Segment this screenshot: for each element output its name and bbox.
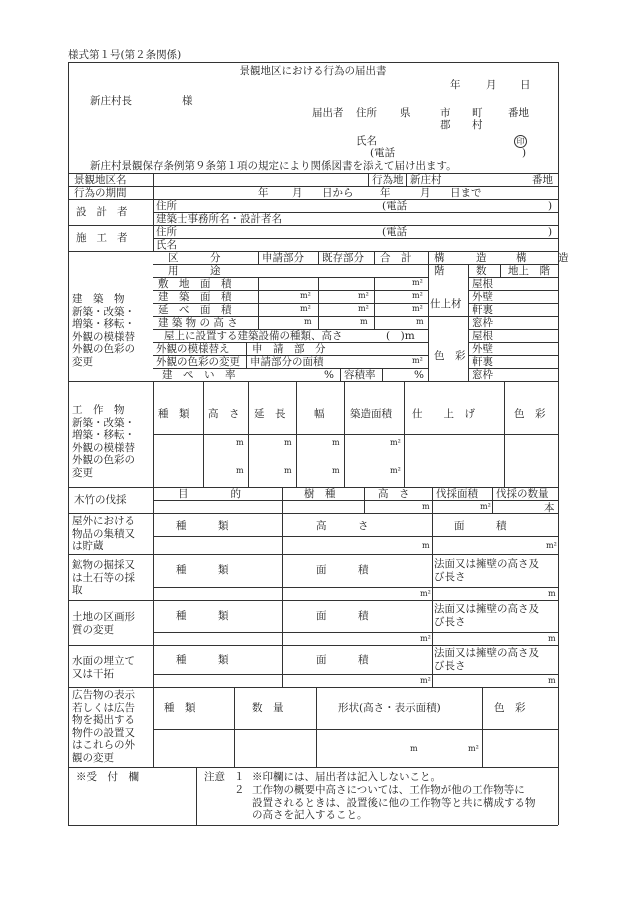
period-to-year: 年 <box>380 187 391 199</box>
site-area-label: 敷 地 面 積 <box>158 278 232 290</box>
pref-label: 県 <box>400 107 411 119</box>
notification-form <box>68 62 569 825</box>
unit: m <box>548 589 556 598</box>
coverage-label: 建 ぺ い 率 <box>162 369 236 381</box>
mining-area-header: 面 積 <box>316 564 369 576</box>
land-label: 土地の区画形 質の変更 <box>72 611 135 636</box>
part-window: 窓枠 <box>472 369 493 381</box>
part-roof: 屋根 <box>472 278 493 290</box>
designer-label: 設計者 <box>76 206 138 218</box>
applicant-address-label: 住所 <box>356 107 377 119</box>
applicant-label: 届出者 <box>312 107 344 119</box>
city-label: 市 <box>440 107 451 119</box>
site-banchi: 番地 <box>532 174 553 186</box>
part-wall: 外壁 <box>472 291 493 303</box>
unit: m <box>284 438 292 447</box>
note-title: 注意 <box>204 771 225 783</box>
unit: m² <box>420 676 431 685</box>
note2-text: 工作物の概要中高さについては、工作物が他の工作物等に 設置されるときは、設置後に他の工作物等と共に構成する物 の高さを記入すること。 <box>252 784 536 821</box>
part-eaves: 軒裏 <box>472 356 493 368</box>
storage-height-header: 高 さ <box>316 520 369 532</box>
land-area-header: 面 積 <box>316 610 369 622</box>
structure-type-label: 構 造 <box>434 252 487 264</box>
rooftop-height-unit: ( )m <box>386 330 415 342</box>
unit: m <box>236 438 244 447</box>
unit: m <box>304 317 312 326</box>
structure-area-header: 築造面積 <box>350 408 392 420</box>
applicant-phone-close: ) <box>522 147 527 159</box>
unit: m² <box>412 304 423 313</box>
addressee: 新庄村長 <box>90 95 132 107</box>
signs-shape-header: 形状(高さ・表示面積) <box>338 702 441 714</box>
building-use-label: 用 途 <box>168 265 221 277</box>
banchi-label: 番地 <box>508 107 529 119</box>
building-applied-header: 申請部分 <box>262 252 304 264</box>
unit: m² <box>480 502 491 511</box>
part-eaves: 軒裏 <box>472 304 493 316</box>
structure-finish-header: 仕 上 げ <box>412 408 475 420</box>
part-roof: 屋根 <box>472 330 493 342</box>
building-section-label: 建 築 物 新築・改築・ 増築・移転・ 外観の模様替 外観の色彩の 変更 <box>72 293 135 368</box>
note2-number: ２ <box>234 784 245 796</box>
floor-area-label: 延 べ 面 積 <box>158 304 232 316</box>
district-label: 景観地区名 <box>74 174 127 186</box>
land-kind-header: 種 類 <box>176 610 229 622</box>
unit: m² <box>358 291 369 300</box>
contractor-label: 施工者 <box>76 232 138 244</box>
bamboo-purpose-header: 目 的 <box>178 488 241 500</box>
mining-slope-header: 法面又は擁壁の高さ及 び長さ <box>434 558 539 583</box>
structure-type-label: 構 造 <box>516 252 569 264</box>
unit: m² <box>420 634 431 643</box>
storage-label: 屋外における 物品の集積又 は貯蔵 <box>72 515 135 552</box>
unit: m² <box>412 278 423 287</box>
finish-material-label: 仕上材 <box>430 298 462 310</box>
village-label: 村 <box>472 119 483 131</box>
far-label: 容積率 <box>344 369 376 381</box>
part-wall: 外壁 <box>472 343 493 355</box>
designer-phone-close: ) <box>548 200 553 212</box>
unit: m² <box>390 438 401 447</box>
building-area-label: 建 築 面 積 <box>158 291 232 303</box>
structure-length-header: 延 長 <box>254 408 286 420</box>
date-month: 月 <box>486 79 497 91</box>
designer-office-label: 建築士事務所名・設計者名 <box>156 213 282 225</box>
bamboo-species-header: 樹 種 <box>304 488 336 500</box>
gun-label: 郡 <box>440 119 451 131</box>
unit: m <box>236 466 244 475</box>
mining-kind-header: 種 類 <box>176 564 229 576</box>
part-window: 窓枠 <box>472 317 493 329</box>
unit: m <box>332 438 340 447</box>
contractor-address-label: 住所 <box>156 226 177 238</box>
period-from-month: 月 <box>292 187 303 199</box>
structure-section-label: 工 作 物 新築・改築・ 増築・移転・ 外観の模様替 外観の色彩の 変更 <box>72 404 135 479</box>
applicant-name-label: 氏名 <box>356 135 377 147</box>
designer-address-label: 住所 <box>156 200 177 212</box>
building-height-label: 建 築 物 の 高 さ <box>158 317 238 329</box>
color-change-label: 外観の色彩の変更 <box>156 356 240 368</box>
structure-height-header: 高 さ <box>208 408 240 420</box>
designer-phone-label: (電話 <box>382 200 408 212</box>
form-label: 様式第１号(第２条関係) <box>68 49 182 61</box>
contractor-name-label: 氏名 <box>156 239 177 251</box>
water-area-header: 面 積 <box>316 654 369 666</box>
seal-mark: 印 <box>514 135 527 148</box>
signs-label: 広告物の表示 若しくは広告 物を掲出する 物件の設置又 はこれらの外 観の変更 <box>72 689 135 764</box>
unit: m² <box>412 356 423 365</box>
period-to-month: 月 <box>420 187 431 199</box>
building-category-header: 区 分 <box>168 252 221 264</box>
unit: m <box>422 541 430 550</box>
unit: m <box>332 466 340 475</box>
unit: m² <box>390 466 401 475</box>
unit: m² <box>300 291 311 300</box>
unit: m² <box>468 744 479 753</box>
bamboo-height-header: 高 さ <box>378 488 410 500</box>
site-village: 新庄村 <box>410 174 442 186</box>
unit: m² <box>546 541 557 550</box>
reception-label: ※受 付 欄 <box>76 771 139 783</box>
applied-area-label: 申請部分の面積 <box>250 356 324 368</box>
above-ground-label: 地上 階 <box>508 265 550 277</box>
unit: m² <box>300 304 311 313</box>
water-kind-header: 種 類 <box>176 654 229 666</box>
note1-number: １ <box>234 771 245 783</box>
building-existing-header: 既存部分 <box>322 252 364 264</box>
unit: m <box>410 744 418 753</box>
land-slope-header: 法面又は擁壁の高さ及 び長さ <box>434 603 539 628</box>
bamboo-label: 木竹の伐採 <box>74 494 127 506</box>
unit: m <box>548 634 556 643</box>
building-total-header: 合 計 <box>380 252 412 264</box>
unit: m <box>422 502 430 511</box>
applicant-phone-label: (電話 <box>370 147 396 159</box>
coverage-unit: % <box>324 369 334 381</box>
date-day: 日 <box>520 79 531 91</box>
contractor-phone-label: (電話 <box>382 226 408 238</box>
storage-kind-header: 種 類 <box>176 520 229 532</box>
unit: m <box>284 466 292 475</box>
contractor-phone-close: ) <box>548 226 553 238</box>
form-title: 景観地区における行為の届出書 <box>239 65 387 77</box>
period-label: 行為の期間 <box>74 187 127 199</box>
applied-part-label: 申 請 部 分 <box>252 343 326 355</box>
structure-width-header: 幅 <box>314 408 325 420</box>
signs-kind-header: 種 類 <box>164 702 196 714</box>
period-from: 日から <box>322 187 354 199</box>
unit: m² <box>358 304 369 313</box>
note1-text: ※印欄には、届出者は記入しないこと。 <box>252 771 441 783</box>
period-from-year: 年 <box>258 187 269 199</box>
unit: m² <box>412 291 423 300</box>
date-year: 年 <box>450 79 461 91</box>
unit: m <box>360 317 368 326</box>
unit: m <box>416 317 424 326</box>
structure-color-header: 色 彩 <box>514 408 546 420</box>
bamboo-area-header: 伐採面積 <box>436 488 478 500</box>
addressee-suffix: 様 <box>182 95 193 107</box>
rooftop-equipment-label: 屋上に設置する建築設備の種類、高さ <box>164 330 343 342</box>
signs-color-header: 色 彩 <box>494 702 526 714</box>
unit-count: 本 <box>544 502 555 514</box>
bamboo-count-header: 伐採の数量 <box>496 488 549 500</box>
floors-label: 階 数 <box>434 265 487 277</box>
signs-count-header: 数 量 <box>252 702 284 714</box>
town-label: 町 <box>472 107 483 119</box>
unit: m <box>548 676 556 685</box>
design-change-label: 外観の模様替え <box>156 343 230 355</box>
far-unit: % <box>414 369 424 381</box>
water-label: 水面の埋立て 又は干拓 <box>72 655 135 680</box>
site-label: 行為地 <box>372 174 404 186</box>
unit: m² <box>420 589 431 598</box>
color-label: 色 彩 <box>434 350 466 362</box>
mining-label: 鉱物の掘採又 は土石等の採 取 <box>72 559 135 596</box>
storage-area-header: 面 積 <box>454 520 507 532</box>
statement: 新庄村景観保存条例第９条第１項の規定により関係図書を添えて届け出ます。 <box>90 160 457 172</box>
structure-kind-header: 種 類 <box>158 408 190 420</box>
water-slope-header: 法面又は擁壁の高さ及 び長さ <box>434 647 539 672</box>
period-to: 日まで <box>450 187 482 199</box>
